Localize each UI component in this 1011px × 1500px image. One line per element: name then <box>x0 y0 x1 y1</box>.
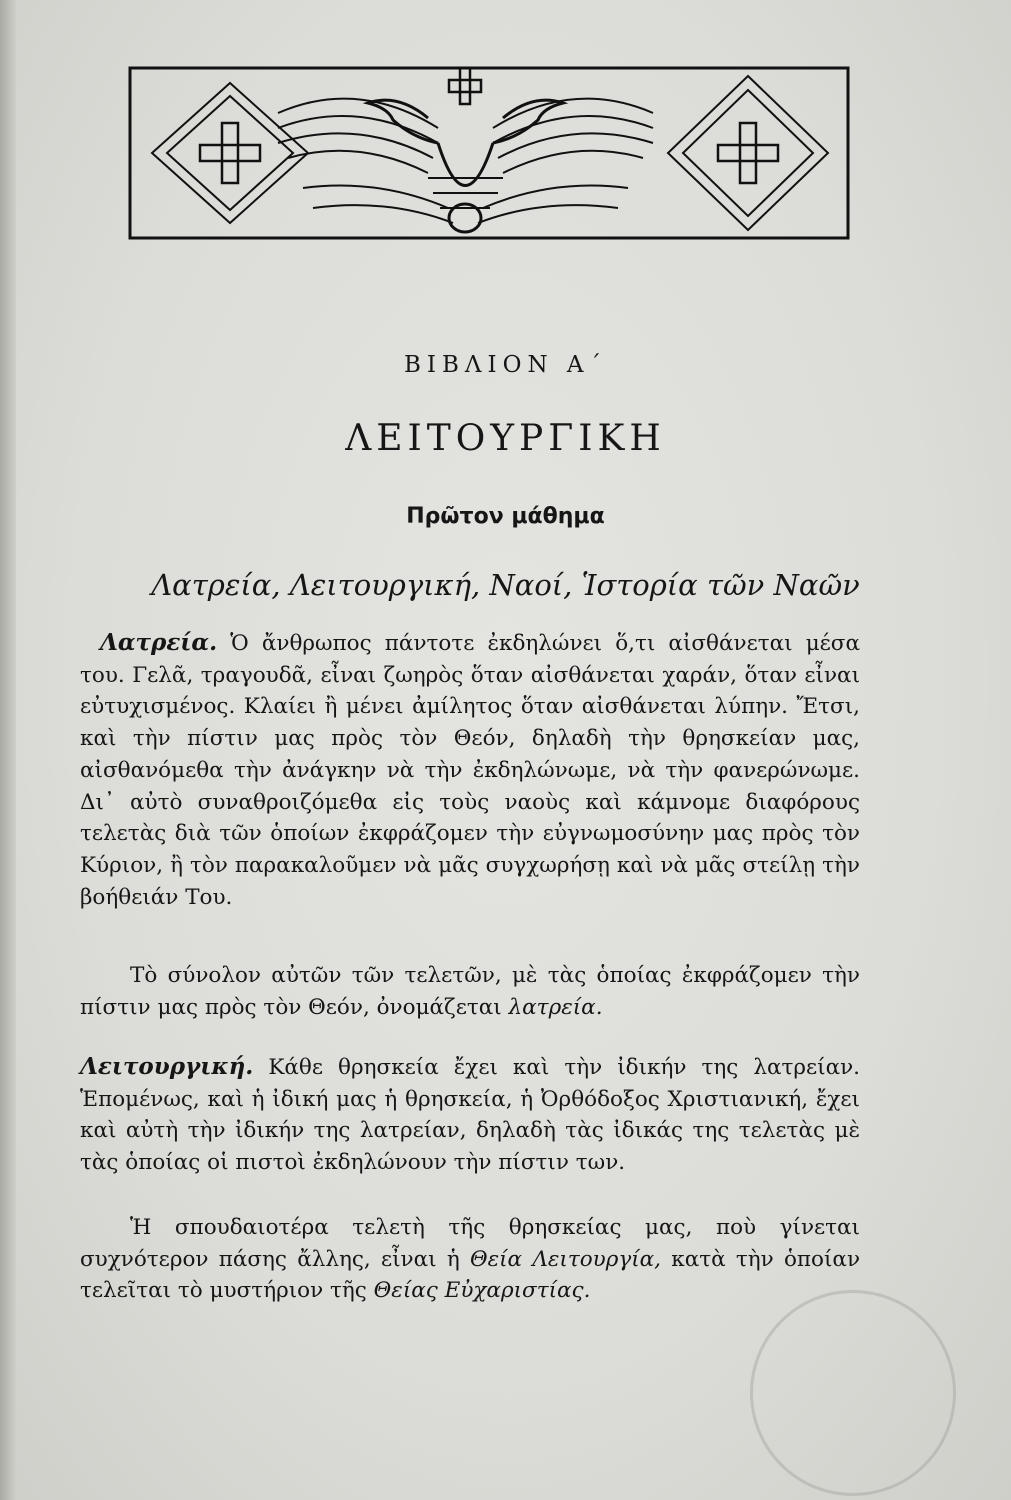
library-stamp <box>750 1290 956 1496</box>
paragraph-body: Κάθε θρησκεία ἔχει καὶ τὴν ἰδικήν της λατρείαν. Ἑπομένως, καὶ ἡ ἰδική μας ἡ θρησκεία, ἡ Ὀρθόδοξος Χριστιανική, ἔχει καὶ αὐτὴ τὴν ἰδικήν της λατρείαν, δηλαδὴ τὰς ἰδικάς της τελετὰς μὲ τὰς ὁποίας οἱ πιστοὶ ἐκδηλώνουν τὴν πίστιν των. <box>80 1055 860 1176</box>
paragraph-divine-liturgy <box>80 1212 860 1307</box>
paragraph-latreia-definition <box>80 960 860 1023</box>
right-cross-diamond <box>668 76 828 230</box>
left-cross-diamond <box>152 83 308 223</box>
book-label: ΒΙΒΛΙΟΝ Α΄ <box>404 352 607 378</box>
page-fold-shadow <box>0 0 16 1500</box>
paragraph-latreia <box>80 627 860 913</box>
eagle-ornament-icon <box>128 58 850 250</box>
paragraph-body: Ὁ ἄνθρωπος πάντοτε ἐκδηλώνει ὅ,τι αἰσθάνεται μέσα του. Γελᾶ, τραγουδᾶ, εἶναι ζωηρὸς ὅταν αἰσθάνεται χαράν, ὅταν εἶναι εὐτυχισμένος. Κλαίει ἢ μένει ἀμίλητος ὅταν αἰσθάνεται λύπην. Ἔτσι, καὶ τὴν πίστιν μας πρὸς τὸν Θεόν, δηλαδὴ τὴν θρησκείαν μας, αἰσθανόμεθα τὴν ἀνάγκην νὰ τὴν ἐκδηλώνωμε, νὰ τὴν φανερώνωμε. Δι᾽ αὐτὸ συναθροιζόμεθα εἰς τοὺς ναοὺς καὶ κάμνομε διαφόρους τελετὰς διὰ τῶν ὁποίων ἐκφράζομεν τὴν εὐγνωμοσύνην μας πρὸς τὸν Κύριον, ἢ τὸν παρακαλοῦμεν νὰ μᾶς συγχωρήσῃ καὶ νὰ μᾶς στείλῃ τὴν βοήθειάν Του. <box>80 631 860 910</box>
paragraph-lead-leitourgiki: Λειτουργική. <box>80 1053 254 1080</box>
term-eucharist: Θείας Εὐχαριστίας. <box>373 1278 591 1304</box>
paragraph-body: κατὰ τὴν ὁποίαν τελεῖται τὸ μυστήριον τῆς <box>80 1246 861 1304</box>
term-divine-liturgy: Θεία Λειτουργία, <box>469 1246 662 1272</box>
lesson-label: Πρῶτον μάθημα <box>406 504 605 529</box>
paragraph-lead-latreia: Λατρεία. <box>100 629 218 656</box>
section-title: Λατρεία, Λειτουργική, Ναοί, Ἱστορία τῶν Ναῶν <box>151 568 860 602</box>
paragraph-body: Τὸ σύνολον αὐτῶν τῶν τελετῶν, μὲ τὰς ὁποίας ἐκφράζομεν τὴν πίστιν μας πρὸς τὸν Θεόν, ὀνομάζεται <box>80 963 860 1020</box>
paragraph-leitourgiki <box>80 1051 860 1179</box>
chapter-title: ΛΕΙΤΟΥΡΓΙΚΗ <box>345 418 666 459</box>
paragraph-body: Ἡ σπουδαιοτέρα τελετὴ τῆς θρησκείας μας, ποὺ γίνεται συχνότερον πάσης ἄλλης, εἶναι ἡ <box>80 1215 860 1272</box>
term-latreia: λατρεία. <box>508 994 603 1020</box>
